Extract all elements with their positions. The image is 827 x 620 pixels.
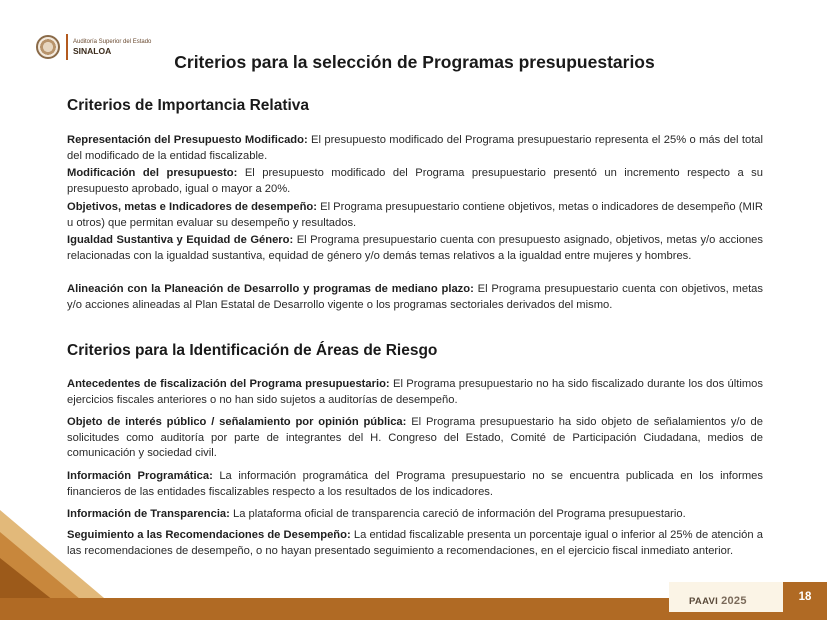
criterion-text: El Programa presupuestario cuenta con presupuesto asignado, objetivos, metas y/o acciones relacionadas con la igualdad sustantiva, equidad de género y/o demás temas relativos a la igualdad entre mujeres y hombres.: [67, 234, 763, 262]
criterion-text: La entidad fiscalizable presenta un porcentaje igual o inferior al 25% de atención a las recomendaciones de desempeño, o no hayan presentado seguimiento a recomendaciones, en el ejercicio fiscal inmediato anterior.: [67, 529, 763, 557]
criterion-term: Objeto de interés público / señalamiento por opinión pública:: [67, 416, 407, 428]
footer-doc-name: PAAVI: [689, 596, 719, 607]
criterion-term: Seguimiento a las Recomendaciones de Desempeño:: [67, 529, 351, 541]
section-heading-importancia: Criterios de Importancia Relativa: [67, 97, 310, 114]
criterion-term: Igualdad Sustantiva y Equidad de Género:: [67, 234, 294, 246]
footer-document-label: [689, 595, 747, 607]
criterion-paragraph: [67, 166, 763, 197]
criterion-term: Objetivos, metas e Indicadores de desempeño:: [67, 201, 317, 213]
criterion-term: Modificación del presupuesto:: [67, 167, 238, 179]
criterion-text: El Programa presupuestario cuenta con objetivos, metas y/o acciones alineadas al Plan Estatal de Desarrollo vigente o los programas sectoriales derivados del mismo.: [67, 283, 763, 311]
criterion-paragraph: [67, 415, 763, 462]
criterion-term: Alineación con la Planeación de Desarrollo y programas de mediano plazo:: [67, 283, 474, 295]
criterion-text: El Programa presupuestario no ha sido fiscalizado durante los dos últimos ejercicios fiscales anteriores o no han sido sujetos a auditorías de desempeño.: [67, 378, 763, 406]
criterion-term: Antecedentes de fiscalización del Programa presupuestario:: [67, 378, 390, 390]
page-title: [0, 52, 827, 73]
criterion-text: El Programa presupuestario contiene objetivos, metas o indicadores de desempeño (MIR u otros) que permitan evaluar su desempeño y resultados.: [67, 201, 764, 229]
criterion-text: El Programa presupuestario ha sido objeto de señalamientos y/o de solicitudes como auditoría por parte de integrantes del H. Congreso del Estado, Comité de Participación Ciudadana, medios de comunicación y sociedad civil.: [67, 416, 763, 459]
logo-state-name: SINALOA: [73, 45, 112, 56]
page-title-text: Criterios para la selección de Programas presupuestarios: [174, 52, 655, 72]
page-number-text: 18: [798, 591, 812, 603]
criterion-paragraph: [67, 282, 763, 313]
criterion-term: Representación del Presupuesto Modificado:: [67, 134, 308, 146]
criterion-term: Información Programática:: [67, 470, 213, 482]
criterion-text: El presupuesto modificado del Programa presupuestario presentó un incremento respecto a su presupuesto aprobado, igual o mayor a 20%.: [67, 167, 763, 195]
criterion-text: El presupuesto modificado del Programa presupuestario representa el 25% o más del total del modificado de la entidad fiscalizable.: [67, 134, 764, 162]
criterion-paragraph: [67, 133, 763, 164]
logo-institution-name: Auditoría Superior del Estado: [73, 38, 152, 45]
criterion-paragraph: [67, 233, 763, 264]
criterion-term: Información de Transparencia:: [67, 508, 230, 520]
section-heading-riesgo: Criterios para la Identificación de Áreas de Riesgo: [67, 342, 438, 359]
criterion-text: La información programática del Programa presupuestario no se encuentra publicada en los informes financieros de las entidades fiscalizables respecto a los resultados de los indicadores.: [67, 470, 763, 498]
criterion-paragraph: [67, 469, 763, 500]
criterion-paragraph: [67, 377, 763, 408]
page-number: [783, 582, 827, 612]
criterion-paragraph: [67, 200, 763, 231]
criterion-text: La plataforma oficial de transparencia careció de información del Programa presupuestario.: [229, 508, 686, 520]
footer-doc-year: 2025: [721, 595, 747, 607]
